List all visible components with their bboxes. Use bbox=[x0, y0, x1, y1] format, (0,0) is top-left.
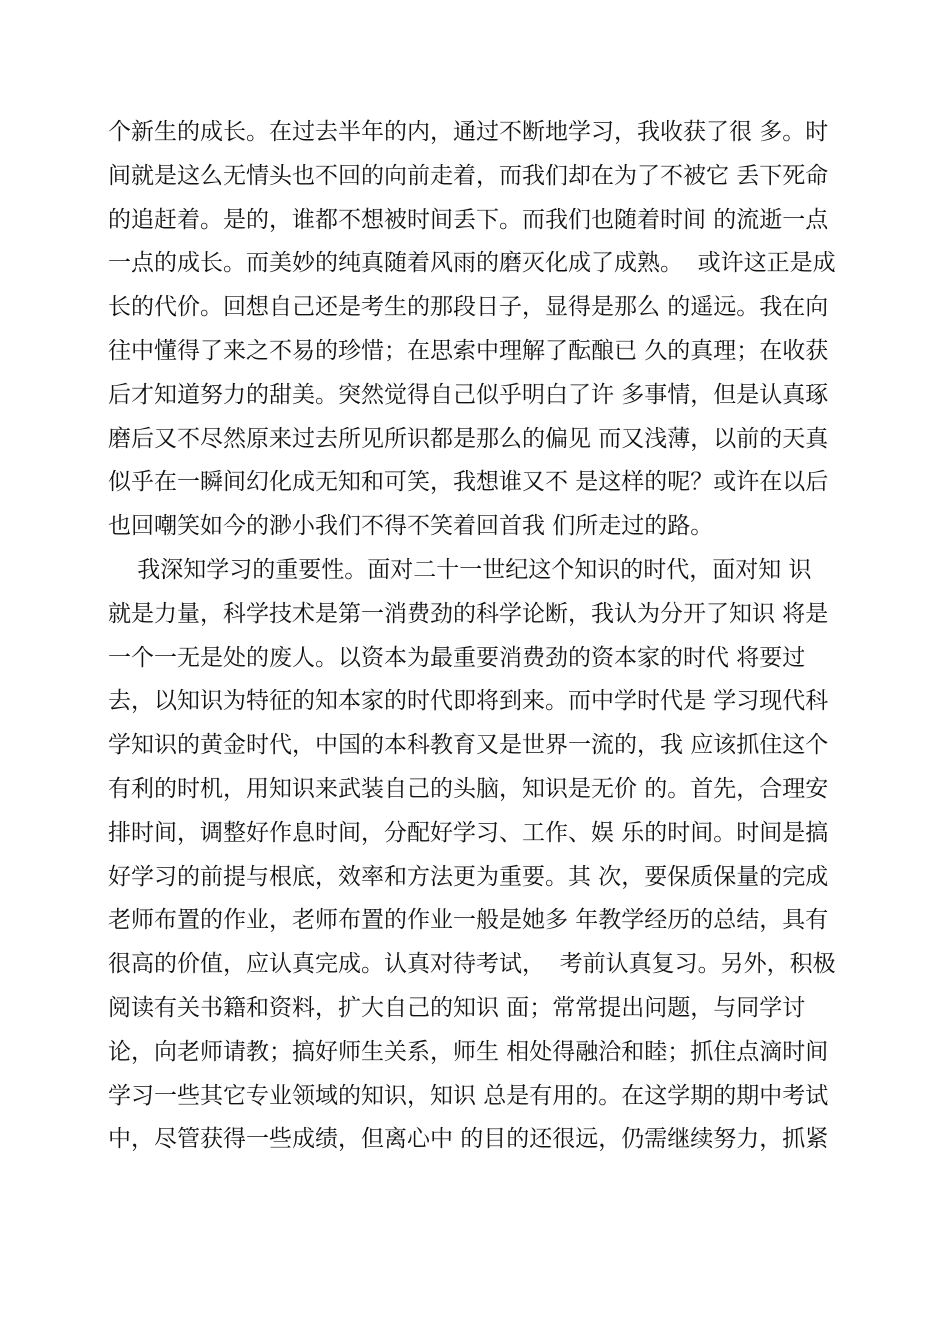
text-line: 一个一无是处的废人。以资本为最重要消费劲的资本家的时代 将要过 bbox=[108, 644, 806, 671]
text-line: 中，尽管获得一些成绩，但离心中 的目的还很远，仍需继续努力，抓紧 bbox=[108, 1126, 829, 1153]
text-line: 就是力量，科学技术是第一消费劲的科学论断，我认为分开了知识 将是 bbox=[108, 600, 829, 627]
text-line: 间就是这么无情头也不回的向前走着，而我们却在为了不被它 丢下死命 bbox=[108, 162, 829, 189]
text-line: 很高的价值，应认真完成。认真对待考试， 考前认真复习。另外，积极 bbox=[108, 951, 836, 978]
text-line: 排时间，调整好作息时间，分配好学习、工作、娱 乐的时间。时间是搞 bbox=[108, 819, 829, 846]
text-line: 学知识的黄金时代，中国的本科教育又是世界一流的，我 应该抓住这个 bbox=[108, 732, 829, 759]
text-line: 好学习的前提与根底，效率和方法更为重要。其 次，要保质保量的完成 bbox=[108, 863, 829, 890]
text-line: 一点的成长。而美妙的纯真随着风雨的磨灭化成了成熟。 或许这正是成 bbox=[108, 250, 836, 277]
text-line: 个新生的成长。在过去半年的内，通过不断地学习，我收获了很 多。时 bbox=[108, 119, 829, 145]
text-line: 长的代价。回想自己还是考生的那段日子，显得是那么 的遥远。我在向 bbox=[108, 294, 829, 321]
body-text bbox=[108, 111, 848, 1162]
text-line: 的追赶着。是的，谁都不想被时间丢下。而我们也随着时间 的流逝一点 bbox=[108, 206, 829, 233]
text-line: 有利的时机，用知识来武装自己的头脑，知识是无价 的。首先，合理安 bbox=[108, 775, 829, 802]
text-line: 论，向老师请教；搞好师生关系，师生 相处得融洽和睦；抓住点滴时间 bbox=[108, 1038, 829, 1065]
text-line: 似乎在一瞬间幻化成无知和可笑，我想谁又不 是这样的呢？或许在以后 bbox=[108, 469, 829, 496]
paragraph-start-line: 我深知学习的重要性。面对二十一世纪这个知识的时代，面对知 识 bbox=[108, 556, 812, 583]
text-line: 学习一些其它专业领域的知识，知识 总是有用的。在这学期的期中考试 bbox=[108, 1082, 829, 1109]
text-line: 往中懂得了来之不易的珍惜；在思索中理解了酝酿已 久的真理；在收获 bbox=[108, 337, 829, 364]
text-line: 后才知道努力的甜美。突然觉得自己似乎明白了许 多事情，但是认真琢 bbox=[108, 381, 829, 408]
text-line: 去，以知识为特征的知本家的时代即将到来。而中学时代是 学习现代科 bbox=[108, 688, 829, 715]
text-line: 也回嘲笑如今的渺小我们不得不笑着回首我 们所走过的路。 bbox=[108, 513, 714, 540]
text-line: 老师布置的作业，老师布置的作业一般是她多 年教学经历的总结，具有 bbox=[108, 907, 829, 934]
text-line: 磨后又不尽然原来过去所见所识都是那么的偏见 而又浅薄，以前的天真 bbox=[108, 425, 829, 452]
text-line: 阅读有关书籍和资料，扩大自己的知识 面；常常提出问题，与同学讨 bbox=[108, 994, 806, 1021]
